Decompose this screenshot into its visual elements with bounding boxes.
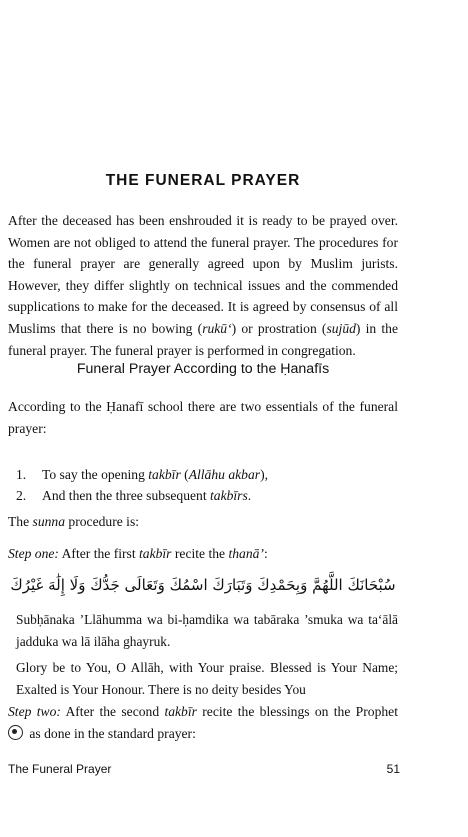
step-two-line: Step two: After the second takbīr recite the blessings on the Prophet as done in the standard prayer: (8, 704, 398, 741)
page-footer (8, 762, 400, 776)
arabic-thana: سُبْحَانَكَ اللَّهُمَّ وَبِحَمْدِكَ وَتَبَارَكَ اسْمُكَ وَتَعَالَى جَدُّكَ وَلَا إِلَٰهَ غَيْرُكَ (10, 576, 396, 594)
step-two-label: Step two: (8, 704, 61, 719)
sujud-term: sujūd (326, 320, 356, 336)
list-item-number: 1. (16, 467, 27, 482)
list-item-text: And then the three subsequent takbīrs. (42, 488, 252, 503)
intro-mid-text: ) or prostration ( (231, 320, 327, 336)
section-heading: Funeral Prayer According to the Ḥanafīs (76, 361, 330, 377)
translation: Glory be to You, O Allāh, with Your praise. Blessed is Your Name; Exalted is Your Honour. There is no deity besides You (16, 660, 398, 697)
ruku-term: rukū‘ (202, 320, 232, 336)
list-item-number: 2. (16, 488, 27, 503)
essentials-list (8, 464, 398, 506)
transliteration: Subḥānaka ’Llāhumma wa bi-ḥamdika wa tabāraka ’smuka wa ta‘ālā jadduka wa lā ilāha ghayruk. (16, 612, 398, 649)
intro-end-text: ) in the funeral prayer. The funeral prayer is performed in congregation. (8, 320, 398, 358)
list-item (8, 485, 398, 506)
step-one-line: Step one: After the first takbīr recite the thanā’: (8, 546, 268, 561)
footer-title: The Funeral Prayer (8, 762, 112, 776)
salawat-icon (8, 725, 23, 740)
sunna-line: The sunna procedure is: (8, 514, 140, 529)
list-item (8, 464, 398, 485)
essentials-intro: According to the Ḥanafī school there are two essentials of the funeral prayer: (8, 399, 398, 436)
step-one-label: Step one: (8, 546, 59, 561)
page-number: 51 (386, 762, 400, 776)
intro-text: After the deceased has been enshrouded it is ready to be prayed over. Women are not obliged to attend the funeral prayer. The procedures for the funeral prayer are generally agreed upon by Muslim jurists. However, they differ slightly on technical issues and the commended supplications to make for the deceased. It is agreed by consensus of all Muslims that there is no bowing ( (8, 213, 398, 336)
chapter-title: THE FUNERAL PRAYER (105, 172, 301, 189)
list-item-text: To say the opening takbīr (Allāhu akbar), (42, 467, 269, 482)
intro-paragraph (8, 210, 398, 361)
